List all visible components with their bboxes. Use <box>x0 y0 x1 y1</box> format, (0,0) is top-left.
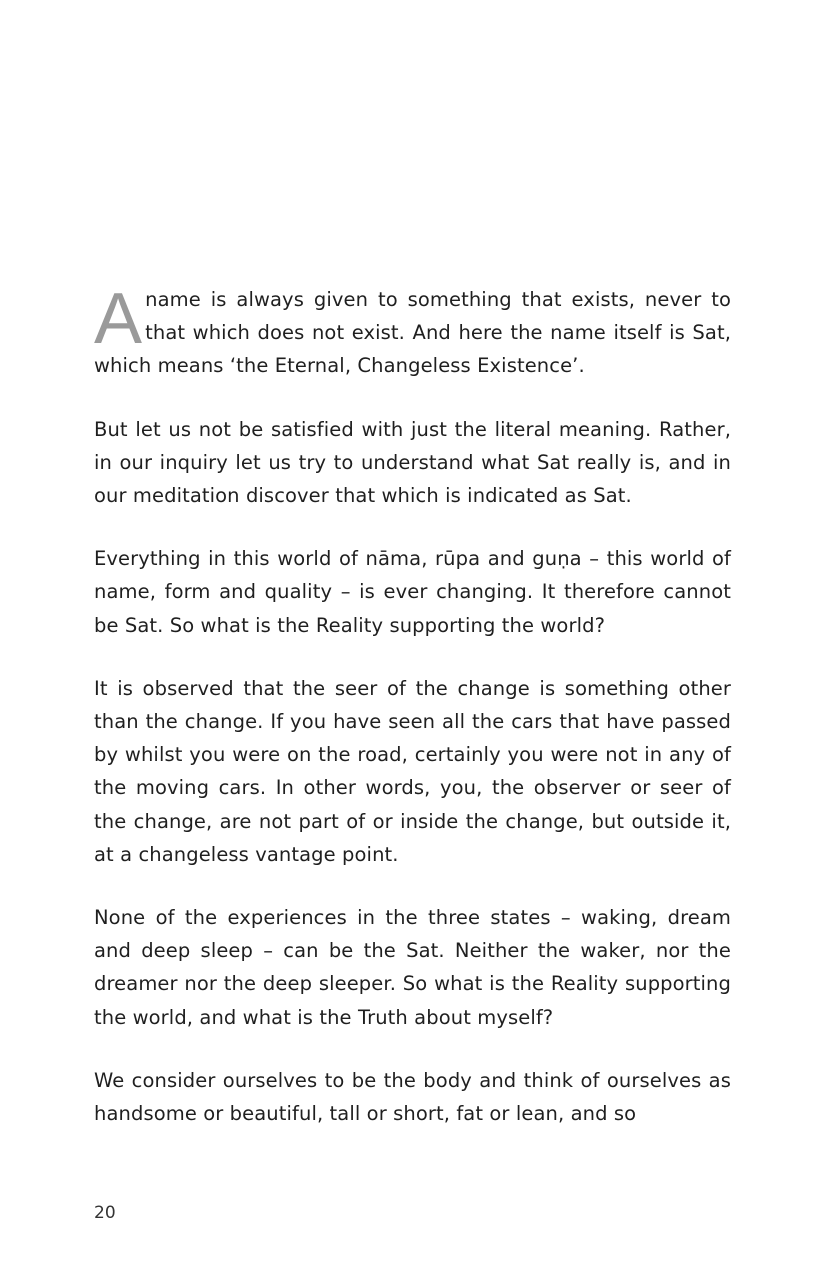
paragraph-1 <box>94 279 731 383</box>
paragraph-3: Everything in this world of nāma, rūpa and guṇa – this world of name, form and quality – is ever changing. It therefore cannot be Sat. So what is the Reality supporting the world? <box>94 547 731 637</box>
paragraph-2: But let us not be satisfied with just the literal meaning. Rather, in our inquiry let us try to understand what Sat really is, and in our meditation discover that which is indicated as Sat. <box>94 417 731 508</box>
page-number: 20 <box>94 1203 116 1223</box>
paragraph-6: We consider ourselves to be the body and think of ourselves as handsome or beautiful, tall or short, fat or lean, and so <box>94 1068 731 1126</box>
drop-cap: A <box>94 279 143 359</box>
page-body <box>94 279 731 1160</box>
paragraph-4: It is observed that the seer of the change is something other than the change. If you have seen all the cars that have passed by whilst you were on the road, certainly you were not in any of the moving cars. In other words, you, the observer or seer of the change, are not part of or inside the change, but outside it, at a changeless vantage point. <box>94 676 731 866</box>
paragraph-5: None of the experiences in the three states – waking, dream and deep sleep – can be the Sat. Neither the waker, nor the dreamer nor the deep sleeper. So what is the Reality supporting the world, and what is the Truth about myself? <box>94 906 731 1029</box>
paragraph-1-text: name is always given to something that exists, never to that which does not exist. And here the name itself is Sat, which means ‘the Eternal, Changeless Existence’. <box>94 288 731 378</box>
